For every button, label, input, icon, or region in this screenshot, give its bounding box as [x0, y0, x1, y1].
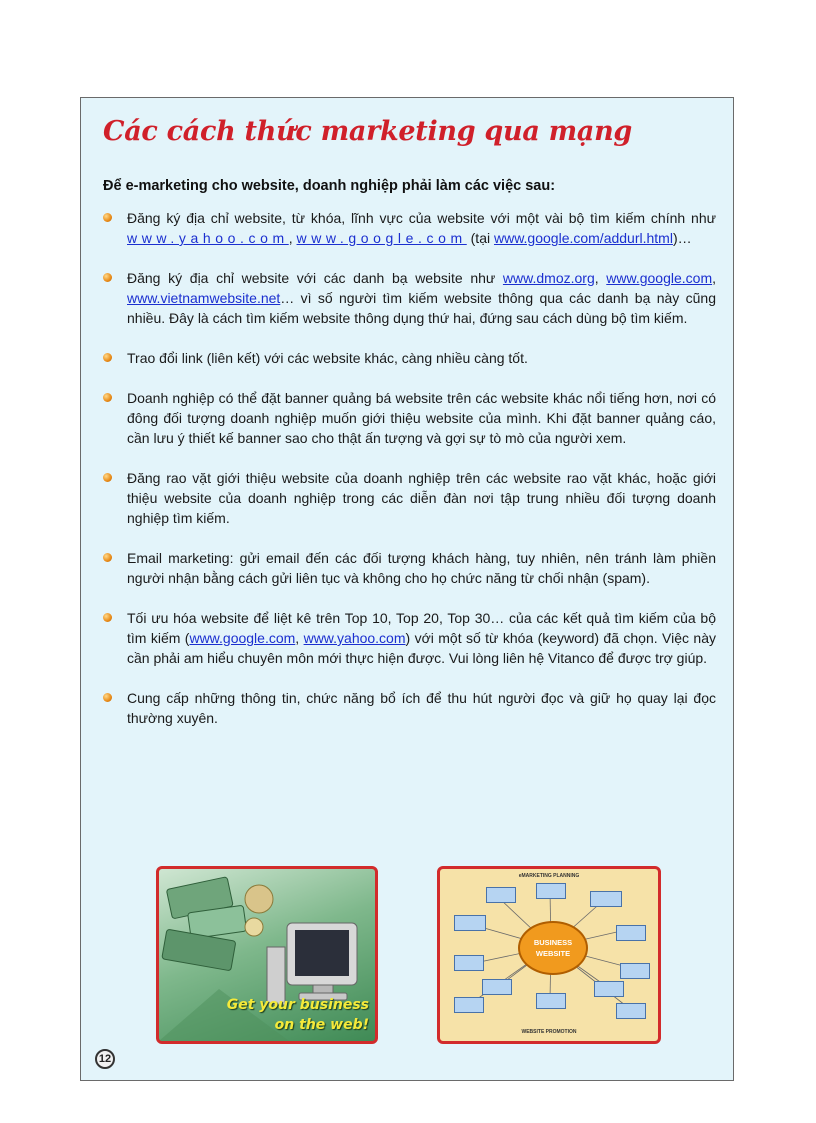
business-website-node [518, 921, 588, 975]
bullet-text: Trao đổi link (liên kết) với các website khác, càng nhiều càng tốt. [127, 350, 528, 366]
link-google[interactable]: www.google.com [296, 230, 467, 246]
link-yahoo[interactable]: www.yahoo.com [303, 630, 406, 646]
list-item [101, 468, 716, 528]
illustration-business-website-diagram [437, 866, 661, 1044]
bullet-text: Email marketing: gửi email đến các đối tượng khách hàng, tuy nhiên, nên tránh làm phiền người nhận bằng cách gửi liên tục và không cho họ chức năng từ chối nhận (spam). [127, 550, 716, 586]
center-label: WEBSITE [535, 949, 571, 958]
diagram-node [620, 963, 650, 979]
diagram-subtitle: WEBSITE PROMOTION [521, 1029, 577, 1035]
diagram-node [594, 981, 624, 997]
bullet-text: Đăng ký địa chỉ website với các danh bạ website như [127, 270, 503, 286]
bullet-icon [103, 473, 112, 482]
diagram-title: eMARKETING PLANNING [518, 873, 580, 879]
bullet-text: , [295, 630, 304, 646]
diagram-node [616, 925, 646, 941]
intro-heading: Để e-marketing cho website, doanh nghiệp phải làm các việc sau: [103, 178, 556, 194]
bullet-icon [103, 353, 112, 362]
link-vietnamwebsite[interactable]: www.vietnamwebsite.net [127, 290, 281, 306]
list-item [101, 608, 716, 668]
bullet-text: )… [672, 230, 692, 246]
caption-line: Get your business [226, 997, 369, 1013]
bullet-icon [103, 553, 112, 562]
bullet-text: (tại [466, 230, 494, 246]
bullet-text: Đăng ký địa chỉ website, từ khóa, lĩnh vực của website với một vài bộ tìm kiếm chính như [127, 210, 716, 226]
link-dmoz[interactable]: www.dmoz.org [502, 270, 595, 286]
bullet-text: Doanh nghiệp có thể đặt banner quảng bá website trên các website khác nổi tiếng hơn, nơi có đông đối tượng doanh nghiệp muốn giới thiệu website của mình. Khi đặt banner quảng cáo, cần lưu ý thiết kế banner sao cho thật ấn tượng và gợi sự tò mò của người xem. [127, 390, 716, 446]
page-title: Các cách thức marketing qua mạng [103, 116, 632, 147]
diagram-node [454, 955, 484, 971]
diagram-node [454, 915, 486, 931]
diagram-node [616, 1003, 646, 1019]
bullet-icon [103, 273, 112, 282]
bullet-icon [103, 393, 112, 402]
link-yahoo[interactable]: www.yahoo.com [127, 230, 289, 246]
link-google[interactable]: www.google.com [606, 270, 713, 286]
diagram-node [536, 883, 566, 899]
bullet-text: … vì số người tìm kiếm website thông qua các danh bạ này cũng nhiều. Đây là cách tìm kiếm website thông dụng thứ hai, đứng sau cách dùng bộ tìm kiếm. [127, 290, 716, 326]
bullet-icon [103, 693, 112, 702]
bullet-text: , [594, 270, 607, 286]
list-item [101, 548, 716, 588]
bullet-icon [103, 613, 112, 622]
bullet-icon [103, 213, 112, 222]
diagram-node [536, 993, 566, 1009]
link-google-addurl[interactable]: www.google.com/addurl.html [493, 230, 673, 246]
bullet-text: Cung cấp những thông tin, chức năng bổ ích để thu hút người đọc và giữ họ quay lại đọc thường xuyên. [127, 690, 716, 726]
list-item [101, 208, 716, 248]
center-label: BUSINESS [533, 938, 573, 947]
bullet-text: ) với một số từ khóa (keyword) đã chọn. Việc này cần phải am hiểu chuyên môn mới thực hiện được. Vui lòng liên hệ Vitanco để được trợ giúp. [127, 630, 716, 666]
illustration-caption [227, 995, 369, 1035]
bullet-text: Đăng rao vặt giới thiệu website của doanh nghiệp trên các website rao vặt khác, hoặc giới thiệu website của doanh nghiệp trong các diễn đàn nơi tập trung nhiều đối tượng doanh nghiệp tìm kiếm. [127, 470, 716, 526]
page-card [80, 97, 734, 1081]
diagram-node [486, 887, 516, 903]
caption-line: on the web! [274, 1017, 369, 1033]
diagram-node [482, 979, 512, 995]
bullet-text: , [712, 270, 716, 286]
list-item [101, 268, 716, 328]
bullet-list [101, 208, 716, 748]
bullet-text: , [288, 230, 297, 246]
diagram-node [454, 997, 484, 1013]
page-number: 12 [95, 1049, 115, 1069]
bullet-text: Tối ưu hóa website để liệt kê trên Top 10, Top 20, Top 30… của các kết quả tìm kiếm của bộ tìm kiếm ( [127, 610, 716, 646]
list-item [101, 348, 716, 368]
list-item [101, 388, 716, 448]
diagram-node [590, 891, 622, 907]
link-google[interactable]: www.google.com [189, 630, 296, 646]
list-item [101, 688, 716, 728]
illustration-get-your-business [156, 866, 378, 1044]
